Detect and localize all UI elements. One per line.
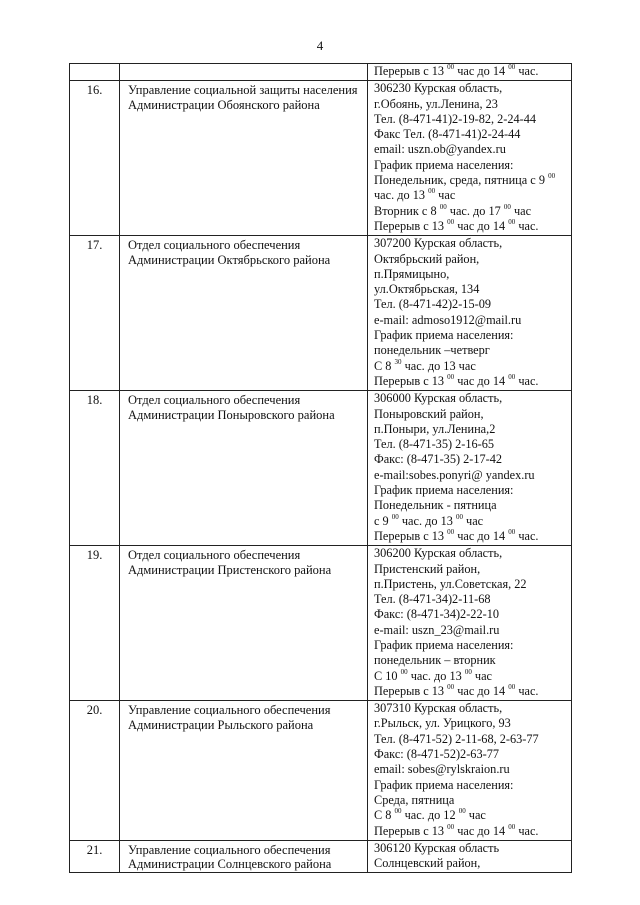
organization-cell: Отдел социального обеспечения Администрации Поныровского района [120, 391, 368, 546]
time-minutes-superscript: 00 [455, 512, 463, 521]
contact-text: час [462, 513, 484, 528]
row-number-cell: 17. [70, 236, 120, 391]
contact-info-cell [368, 81, 572, 236]
contact-text: 306230 Курская область, [374, 81, 503, 96]
contact-text: Понедельник, среда, пятница с 9 [374, 173, 549, 188]
contact-info-cell [368, 840, 572, 873]
contact-text: п.Прямицыно, [374, 266, 450, 281]
table-row [70, 391, 572, 546]
contact-text: 307310 Курская область, [374, 701, 503, 716]
row-number-cell: 16. [70, 81, 120, 236]
contact-line [374, 498, 571, 513]
contact-text: email: sobes@rylskraion.ru [374, 762, 510, 777]
contact-info-cell [368, 391, 572, 546]
contact-line [374, 824, 571, 839]
contact-text: п.Поныри, ул.Ленина,2 [374, 421, 496, 436]
contact-text: Перерыв с 13 [374, 823, 448, 838]
contact-text: 306120 Курская область [374, 840, 500, 855]
contact-text: 306000 Курская область, [374, 391, 503, 406]
contact-text: Перерыв с 13 [374, 218, 448, 233]
contact-text: email: uszn.ob@yandex.ru [374, 142, 506, 157]
contact-line [374, 483, 571, 498]
contact-line [374, 297, 571, 312]
contact-line [374, 64, 571, 79]
contact-line [374, 577, 571, 592]
contact-text: Перерыв с 13 [374, 528, 448, 543]
time-minutes-superscript: 00 [447, 217, 455, 226]
contact-line [374, 452, 571, 467]
row-number-cell [70, 64, 120, 81]
table-row [70, 236, 572, 391]
contact-line [374, 158, 571, 173]
contact-line [374, 391, 571, 406]
contact-text: час до 14 [454, 823, 509, 838]
contact-text: час до 14 [454, 683, 509, 698]
contact-line [374, 252, 571, 267]
contact-text: График приема населения: [374, 637, 514, 652]
time-minutes-superscript: 00 [394, 807, 402, 816]
time-minutes-superscript: 00 [400, 667, 408, 676]
table-row [70, 81, 572, 236]
contact-text: Понедельник - пятница [374, 498, 497, 513]
row-number-cell: 21. [70, 840, 120, 873]
table-row [70, 546, 572, 701]
contact-text: Перерыв с 13 [374, 683, 448, 698]
contact-text: Тел. (8-471-52) 2-11-68, 2-63-77 [374, 731, 539, 746]
contact-text: п.Пристень, ул.Советская, 22 [374, 576, 527, 591]
time-minutes-superscript: 00 [391, 512, 399, 521]
contact-text: час. до 13 [398, 513, 456, 528]
contact-text: час. до 17 [446, 203, 504, 218]
contact-line [374, 204, 571, 219]
contact-text: час. [515, 823, 539, 838]
contact-text: Тел. (8-471-41)2-19-82, 2-24-44 [374, 111, 537, 126]
contact-text: График приема населения: [374, 328, 514, 343]
contact-line [374, 546, 571, 561]
contact-text: С 8 [374, 808, 395, 823]
contact-text: час до 14 [454, 373, 509, 388]
contact-text: г.Обоянь, ул.Ленина, 23 [374, 96, 498, 111]
contact-line [374, 638, 571, 653]
time-minutes-superscript: 00 [464, 667, 472, 676]
contact-line [374, 343, 571, 358]
contact-line [374, 407, 571, 422]
contact-text: Тел. (8-471-42)2-15-09 [374, 297, 491, 312]
contact-text: Факс: (8-471-35) 2-17-42 [374, 452, 503, 467]
time-minutes-superscript: 00 [548, 172, 556, 181]
contact-line [374, 856, 571, 871]
contact-text: Среда, пятница [374, 792, 455, 807]
contact-text: г.Рыльск, ул. Урицкого, 93 [374, 716, 511, 731]
contact-line [374, 313, 571, 328]
contact-text: График приема населения: [374, 483, 514, 498]
time-minutes-superscript: 00 [508, 372, 516, 381]
contact-text: час. до 13 [407, 668, 465, 683]
contact-info-cell [368, 64, 572, 81]
contact-text: понедельник –четверг [374, 343, 490, 358]
contact-line [374, 592, 571, 607]
contact-line [374, 374, 571, 389]
contact-text: Тел. (8-471-34)2-11-68 [374, 592, 491, 607]
contact-text: e-mail: admoso1912@mail.ru [374, 312, 522, 327]
contact-line [374, 529, 571, 544]
organization-cell: Управление социальной защиты населения Администрации Обоянского района [120, 81, 368, 236]
contact-line [374, 684, 571, 699]
contact-text: час [465, 808, 486, 823]
contact-info-cell [368, 701, 572, 841]
contact-text: Перерыв с 13 [374, 64, 448, 78]
contact-line [374, 219, 571, 234]
contact-text: час. до 12 [401, 808, 459, 823]
contact-line [374, 716, 571, 731]
contact-text: Тел. (8-471-35) 2-16-65 [374, 437, 495, 452]
time-minutes-superscript: 00 [508, 682, 516, 691]
contact-text: понедельник – вторник [374, 653, 496, 668]
contact-line [374, 173, 571, 188]
contact-text: час до 14 [454, 218, 509, 233]
contact-line [374, 112, 571, 127]
contact-text: С 10 [374, 668, 401, 683]
contact-line [374, 142, 571, 157]
time-minutes-superscript: 00 [447, 822, 455, 831]
contact-text: Факс: (8-471-52)2-63-77 [374, 747, 499, 762]
time-minutes-superscript: 00 [447, 372, 455, 381]
page-number: 4 [316, 38, 324, 53]
contact-text: час [435, 188, 456, 203]
contact-text: График приема населения: [374, 777, 514, 792]
time-minutes-superscript: 00 [458, 807, 466, 816]
contact-line [374, 607, 571, 622]
contact-line [374, 188, 571, 203]
contact-text: e-mail:sobes.ponyri@ yandex.ru [374, 467, 535, 482]
contact-line [374, 732, 571, 747]
time-minutes-superscript: 00 [503, 202, 511, 211]
contact-line [374, 623, 571, 638]
contact-line [374, 701, 571, 716]
organization-cell: Управление социального обеспечения Администрации Рыльского района [120, 701, 368, 841]
contact-line [374, 468, 571, 483]
contact-line [374, 778, 571, 793]
row-number-cell: 18. [70, 391, 120, 546]
time-minutes-superscript: 00 [447, 682, 455, 691]
organization-cell: Управление социального обеспечения Администрации Солнцевского района [120, 840, 368, 873]
organization-cell: Отдел социального обеспечения Администрации Октябрьского района [120, 236, 368, 391]
contact-text: 306200 Курская область, [374, 546, 503, 561]
contact-text: час. [515, 373, 539, 388]
contact-text: час. [515, 218, 539, 233]
contact-text: час. [515, 683, 539, 698]
contact-line [374, 127, 571, 142]
contact-line [374, 514, 571, 529]
contact-text: час. до 13 [374, 188, 429, 203]
contact-line [374, 359, 571, 374]
contact-text: Перерыв с 13 [374, 373, 448, 388]
row-number-cell: 19. [70, 546, 120, 701]
contact-text: час. [515, 64, 539, 78]
contact-line [374, 562, 571, 577]
time-minutes-superscript: 00 [439, 202, 447, 211]
institutions-table [69, 63, 572, 873]
time-minutes-superscript: 00 [447, 527, 455, 536]
contact-line [374, 422, 571, 437]
contact-text: 307200 Курская область, [374, 236, 503, 251]
time-minutes-superscript: 00 [508, 217, 516, 226]
contact-line [374, 437, 571, 452]
contact-text: час [471, 668, 493, 683]
contact-text: час [510, 203, 532, 218]
contact-line [374, 669, 571, 684]
organization-cell: Отдел социального обеспечения Администрации Пристенского района [120, 546, 368, 701]
contact-text: Факс: (8-471-34)2-22-10 [374, 607, 499, 622]
organization-cell [120, 64, 368, 81]
contact-text: Поныровский район, [374, 406, 484, 421]
contact-line [374, 328, 571, 343]
contact-text: час. [515, 528, 539, 543]
contact-text: ул.Октябрьская, 134 [374, 282, 480, 297]
contact-info-cell [368, 236, 572, 391]
contact-line [374, 808, 571, 823]
contact-line [374, 81, 571, 96]
contact-text: час до 14 [454, 64, 509, 78]
contact-text: Факс Тел. (8-471-41)2-24-44 [374, 127, 521, 142]
contact-info-cell [368, 546, 572, 701]
time-minutes-superscript: 30 [394, 357, 402, 366]
contact-text: График приема населения: [374, 157, 514, 172]
contact-line [374, 236, 571, 251]
contact-line [374, 747, 571, 762]
contact-text: с 9 [374, 513, 392, 528]
contact-line [374, 762, 571, 777]
contact-line [374, 793, 571, 808]
contact-line [374, 282, 571, 297]
contact-text: Пристенский район, [374, 561, 481, 576]
contact-line [374, 267, 571, 282]
time-minutes-superscript: 00 [508, 527, 516, 536]
contact-text: час. до 13 час [401, 358, 476, 373]
contact-line [374, 97, 571, 112]
contact-line [374, 841, 571, 856]
table-row [70, 701, 572, 841]
time-minutes-superscript: 00 [508, 822, 516, 831]
time-minutes-superscript: 00 [428, 187, 436, 196]
contact-line [374, 653, 571, 668]
contact-text: С 8 [374, 358, 395, 373]
contact-text: e-mail: uszn_23@mail.ru [374, 622, 500, 637]
row-number-cell: 20. [70, 701, 120, 841]
time-minutes-superscript: 00 [447, 63, 455, 71]
table-row-continuation [70, 64, 572, 81]
contact-text: час до 14 [454, 528, 509, 543]
contact-text: Солнцевский район, [374, 856, 481, 871]
contact-text: Вторник с 8 [374, 203, 440, 218]
table-row [70, 840, 572, 873]
contact-text: Октябрьский район, [374, 251, 480, 266]
time-minutes-superscript: 00 [508, 63, 516, 71]
